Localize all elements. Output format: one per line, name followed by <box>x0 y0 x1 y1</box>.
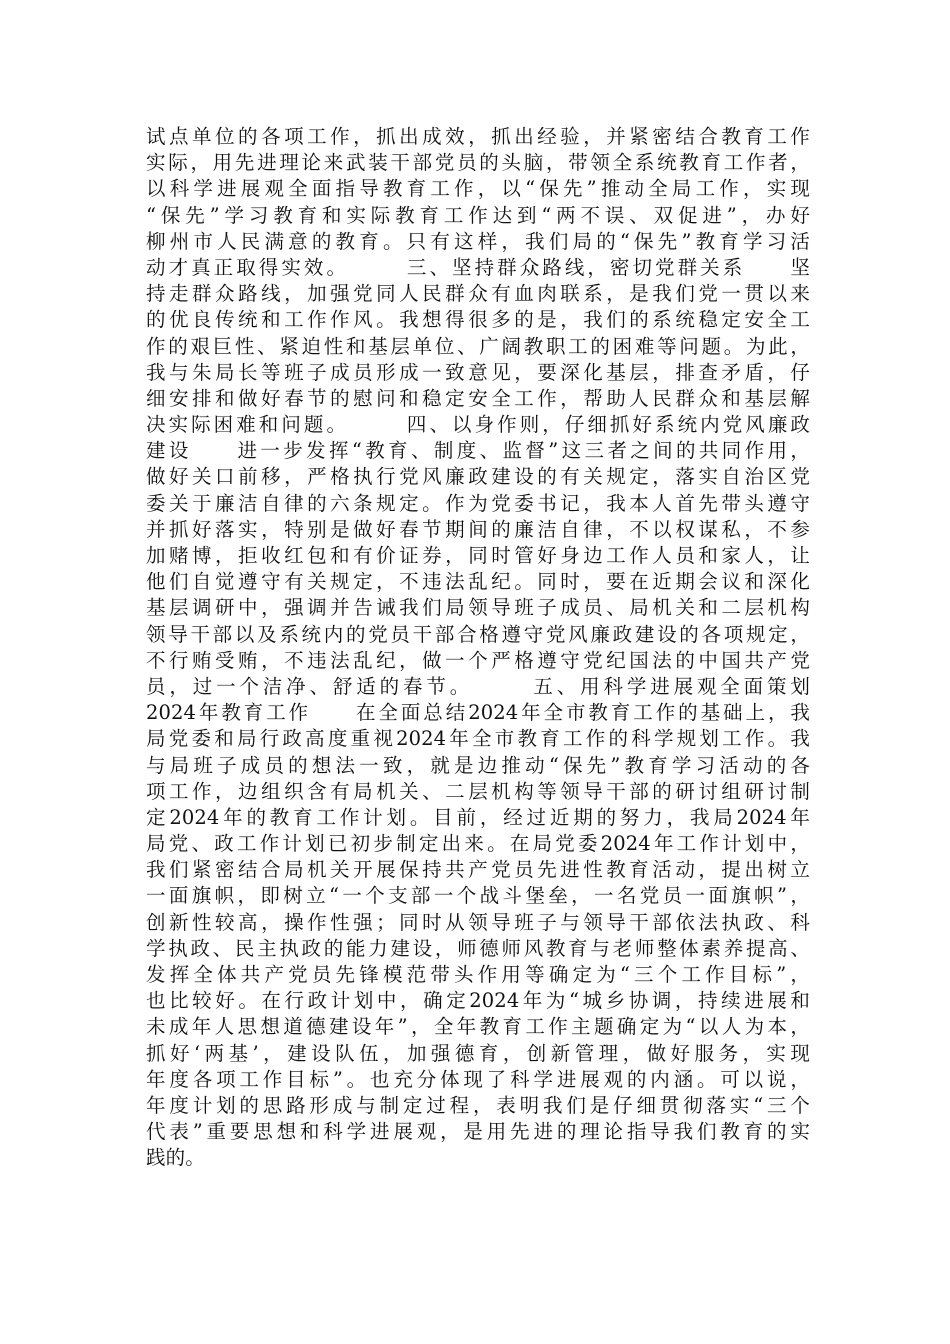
text-line: 细安排和做好春节的慰问和稳定安全工作，帮助人民群众和基层解 <box>146 386 810 410</box>
text-line: 抓好‘两基’，建设队伍，加强德育，创新管理，做好服务，实现 <box>146 1041 810 1065</box>
text-line: 局党委和局行政高度重视2024年全市教育工作的科学规划工作。我 <box>146 727 810 751</box>
text-line: “保先”学习教育和实际教育工作达到“两不误、双促进”，办好 <box>146 203 810 227</box>
text-line: 委关于廉洁自律的六条规定。作为党委书记，我本人首先带头遵守 <box>146 491 810 515</box>
text-line: 2024年教育工作 在全面总结2024年全市教育工作的基础上，我 <box>146 701 810 725</box>
text-line: 创新性较高，操作性强；同时从领导班子与领导干部依法执政、科 <box>146 910 810 934</box>
text-line: 加赌博，拒收红包和有价证券，同时管好身边工作人员和家人，让 <box>146 544 810 567</box>
text-line: 实际，用先进理论来武装干部党员的头脑，带领全系统教育工作者， <box>146 151 810 175</box>
text-line: 发挥全体共产党员先锋模范带头作用等确定为“三个工作目标”， <box>146 963 810 986</box>
text-line: 做好关口前移，严格执行党风廉政建设的有关规定，落实自治区党 <box>146 465 810 489</box>
text-line: 的优良传统和工作作风。我想得很多的是，我们的系统稳定安全工 <box>146 308 810 332</box>
text-line: 我与朱局长等班子成员形成一致意见，要深化基层，排查矛盾，仔 <box>146 360 810 384</box>
text-line: 年度各项工作目标”。也充分体现了科学进展观的内涵。可以说， <box>146 1067 810 1091</box>
text-line: 领导干部以及系统内的党员干部合格遵守党风廉政建设的各项规定， <box>146 622 810 646</box>
text-line: 基层调研中，强调并告诫我们局领导班子成员、局机关和二层机构 <box>146 596 810 620</box>
text-line: 学执政、民主执政的能力建设，师德师风教育与老师整体素养提高、 <box>146 936 810 960</box>
text-line: 持走群众路线，加强党同人民群众有血肉联系，是我们党一贯以来 <box>146 282 810 306</box>
text-line: 员，过一个洁净、舒适的春节。 五、用科学进展观全面策划 <box>146 674 810 698</box>
text-line: 也比较好。在行政计划中，确定2024年为“城乡协调，持续进展和 <box>146 989 810 1013</box>
text-line: 他们自觉遵守有关规定，不违法乱纪。同时，要在近期会议和深化 <box>146 570 810 594</box>
text-line: 与局班子成员的想法一致，就是边推动“保先”教育学习活动的各 <box>146 753 810 777</box>
text-line: 一面旗帜，即树立“一个支部一个战斗堡垒，一名党员一面旗帜”， <box>146 884 810 908</box>
text-line: 未成年人思想道德建设年”，全年教育工作主题确定为“以人为本， <box>146 1015 810 1039</box>
text-line: 试点单位的各项工作，抓出成效，抓出经验，并紧密结合教育工作 <box>146 125 810 148</box>
text-line: 定2024年的教育工作计划。目前，经过近期的努力，我局2024年 <box>146 805 810 829</box>
text-line: 我们紧密结合局机关开展保持共产党员先进性教育活动，提出树立 <box>146 858 810 882</box>
text-line: 建设 进一步发挥“教育、制度、监督”这三者之间的共同作用， <box>146 439 810 463</box>
text-line: 局党、政工作计划已初步制定出来。在局党委2024年工作计划中， <box>146 832 810 856</box>
text-line: 践的。 <box>146 1146 205 1170</box>
text-line: 柳州市人民满意的教育。只有这样，我们局的“保先”教育学习活 <box>146 229 810 253</box>
text-line: 项工作，边组织含有局机关、二层机构等领导干部的研讨组研讨制 <box>146 779 810 803</box>
text-line: 代表”重要思想和科学进展观，是用先进的理论指导我们教育的实 <box>146 1120 810 1144</box>
text-line: 动才真正取得实效。 三、坚持群众路线，密切党群关系 坚 <box>146 255 810 279</box>
text-line: 不行贿受贿，不违法乱纪，做一个严格遵守党纪国法的中国共产党 <box>146 648 810 672</box>
body-text <box>146 124 810 1172</box>
text-line: 作的艰巨性、紧迫性和基层单位、广阔教职工的困难等问题。为此， <box>146 334 810 358</box>
text-line: 决实际困难和问题。 四、以身作则，仔细抓好系统内党风廉政 <box>146 413 810 437</box>
text-line: 年度计划的思路形成与制定过程，表明我们是仔细贯彻落实“三个 <box>146 1093 810 1117</box>
text-line: 以科学进展观全面指导教育工作，以“保先”推动全局工作，实现 <box>146 177 810 201</box>
text-line: 并抓好落实，特别是做好春节期间的廉洁自律，不以权谋私，不参 <box>146 517 810 541</box>
